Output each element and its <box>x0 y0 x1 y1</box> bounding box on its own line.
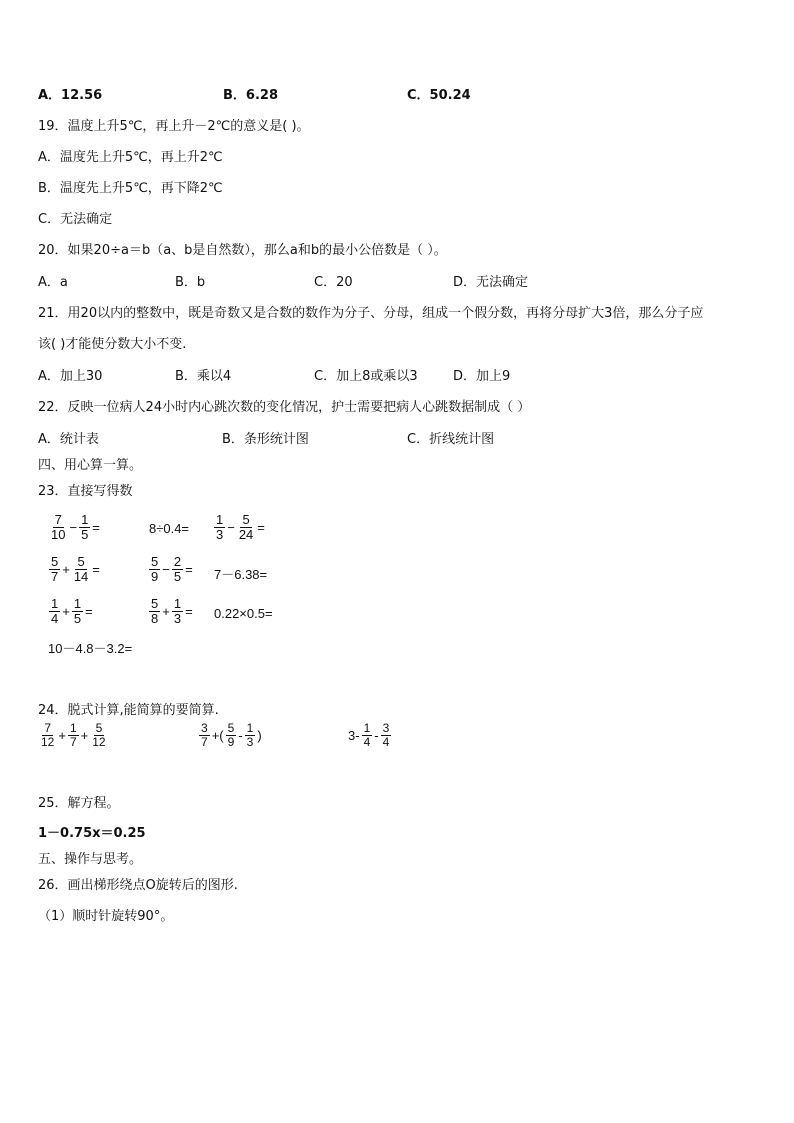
q20-option-b: B．b <box>175 275 206 290</box>
q20-option-c: C．20 <box>314 275 353 290</box>
q24-expr-1 <box>38 722 109 749</box>
q23-expr-8 <box>148 597 194 626</box>
q23-f3-eq: = <box>257 520 265 535</box>
q26-sub1: （1）顺时针旋转90°。 <box>38 909 174 924</box>
q23-expr-7 <box>48 597 94 626</box>
q24-e2-op1: +( <box>211 728 224 743</box>
q23-expr-4 <box>48 555 101 584</box>
q25-equation: 1－0.75x＝0.25 <box>38 826 146 841</box>
q23-f5-op: − <box>162 562 170 577</box>
q24-e3-op: - <box>374 728 379 743</box>
q24-expr-2 <box>198 722 263 749</box>
q22-option-a: A．统计表 <box>38 432 99 447</box>
q24-e1-op2: + <box>80 728 89 743</box>
q23-f3-op: − <box>227 520 235 535</box>
q18-option-c: C．50.24 <box>407 88 471 103</box>
q23-f8-eq: = <box>185 604 193 619</box>
q23-f3-num1: 1 <box>216 512 224 527</box>
q18-option-b: B．6.28 <box>223 88 278 103</box>
q23-f5-den1: 9 <box>151 569 159 584</box>
q18-option-a: A．12.56 <box>38 88 103 103</box>
q23-f1-eq: = <box>92 520 100 535</box>
q23-expr-10: 10－4.8－3.2= <box>48 641 133 656</box>
q21-stem-line2: 该( )才能使分数大小不变. <box>38 337 187 352</box>
q23-f4-num1: 5 <box>51 554 59 569</box>
q24-e2-num1: 3 <box>201 721 208 735</box>
q20-stem: 20．如果20÷a＝b（a、b是自然数），那么a和b的最小公倍数是（ ）。 <box>38 243 447 258</box>
q24-e2-close: ) <box>257 728 262 743</box>
q24-e1-den3: 12 <box>92 735 106 749</box>
q23-f8-den2: 3 <box>173 611 182 626</box>
q26-stem: 26．画出梯形绕点O旋转后的图形. <box>38 878 238 893</box>
q23-f1-num1: 7 <box>54 512 62 527</box>
q25-stem: 25．解方程。 <box>38 796 120 811</box>
q23-f4-op: + <box>62 562 70 577</box>
q23-f4-den1: 7 <box>51 569 59 584</box>
q22-option-b: B．条形统计图 <box>222 432 309 447</box>
q23-stem: 23．直接写得数 <box>38 484 133 499</box>
q24-stem: 24．脱式计算,能简算的要简算. <box>38 703 219 718</box>
q23-f7-num1: 1 <box>51 596 59 611</box>
q23-f7-den1: 4 <box>51 611 59 626</box>
q23-f4-num2: 5 <box>77 554 85 569</box>
q23-f5-num1: 5 <box>151 554 159 569</box>
q23-f7-num2: 1 <box>73 596 82 611</box>
q24-e1-num3: 5 <box>95 721 103 735</box>
q23-f3-den2: 24 <box>238 527 254 542</box>
q23-f8-den1: 8 <box>151 611 159 626</box>
q23-expr-5 <box>148 555 194 584</box>
q23-f8-num1: 5 <box>151 596 159 611</box>
q23-f1-den1: 10 <box>51 527 66 542</box>
q23-expr-2: 8÷0.4= <box>149 521 190 536</box>
q19-option-b: B．温度先上升5℃，再下降2℃ <box>38 181 223 196</box>
q24-e2-den3: 3 <box>246 735 254 749</box>
q21-option-b: B．乘以4 <box>175 369 232 384</box>
q23-f3-den1: 3 <box>216 527 224 542</box>
q24-e2-num2: 5 <box>227 721 235 735</box>
q24-e2-den1: 7 <box>201 735 208 749</box>
q24-e1-op1: + <box>58 728 66 743</box>
q23-f8-op: + <box>162 604 170 619</box>
q21-option-c: C．加上8或乘以3 <box>314 369 418 384</box>
q23-f8-num2: 1 <box>173 596 182 611</box>
q21-option-d: D．加上9 <box>453 369 511 384</box>
q20-option-a: A．a <box>38 275 68 290</box>
q20-option-d: D．无法确定 <box>453 275 529 290</box>
q23-f7-op: + <box>62 604 70 619</box>
q23-f5-den2: 5 <box>173 569 182 584</box>
q23-expr-3 <box>213 513 266 542</box>
q23-f1-num2: 1 <box>81 512 89 527</box>
q23-f3-num2: 5 <box>242 512 250 527</box>
q24-e1-num1: 7 <box>44 721 52 735</box>
q24-e3-lead: 3- <box>348 728 360 743</box>
q23-f5-num2: 2 <box>173 554 182 569</box>
q23-f4-den2: 14 <box>73 569 89 584</box>
q19-stem: 19．温度上升5℃，再上升－2℃的意义是( )。 <box>38 119 310 134</box>
q22-option-c: C．折线统计图 <box>407 432 495 447</box>
q23-f4-eq: = <box>92 562 100 577</box>
q24-e3-num1: 1 <box>363 721 371 735</box>
section-5-heading: 五、操作与思考。 <box>38 852 143 867</box>
q24-e3-num2: 3 <box>382 721 390 735</box>
q24-e3-den2: 4 <box>382 735 390 749</box>
q21-stem-line1: 21．用20以内的整数中，既是奇数又是合数的数作为分子、分母，组成一个假分数，再将分母扩大3倍，那么分子应 <box>38 306 704 321</box>
q23-expr-6: 7－6.38= <box>214 567 268 582</box>
q22-stem: 22．反映一位病人24小时内心跳次数的变化情况，护士需要把病人心跳数据制成（ ） <box>38 400 531 415</box>
q23-expr-9: 0.22×0.5= <box>214 606 273 621</box>
section-4-heading: 四、用心算一算。 <box>38 458 143 473</box>
q24-e2-op2: - <box>238 728 243 743</box>
q24-e1-num2: 1 <box>69 721 77 735</box>
q19-option-a: A．温度先上升5℃，再上升2℃ <box>38 150 223 165</box>
q23-f7-den2: 5 <box>73 611 82 626</box>
q23-f7-eq: = <box>85 604 93 619</box>
q24-e2-num3: 1 <box>246 721 254 735</box>
q23-f1-op: − <box>69 520 78 535</box>
q24-e1-den1: 12 <box>41 735 55 749</box>
q23-expr-1 <box>48 513 101 542</box>
q23-f1-den2: 5 <box>81 527 89 542</box>
q24-e3-den1: 4 <box>363 735 371 749</box>
q19-option-c: C．无法确定 <box>38 212 113 227</box>
q24-e2-den2: 9 <box>227 735 235 749</box>
q24-e1-den2: 7 <box>69 735 77 749</box>
q24-expr-3 <box>347 722 392 749</box>
q23-f5-eq: = <box>185 562 193 577</box>
q21-option-a: A．加上30 <box>38 369 103 384</box>
